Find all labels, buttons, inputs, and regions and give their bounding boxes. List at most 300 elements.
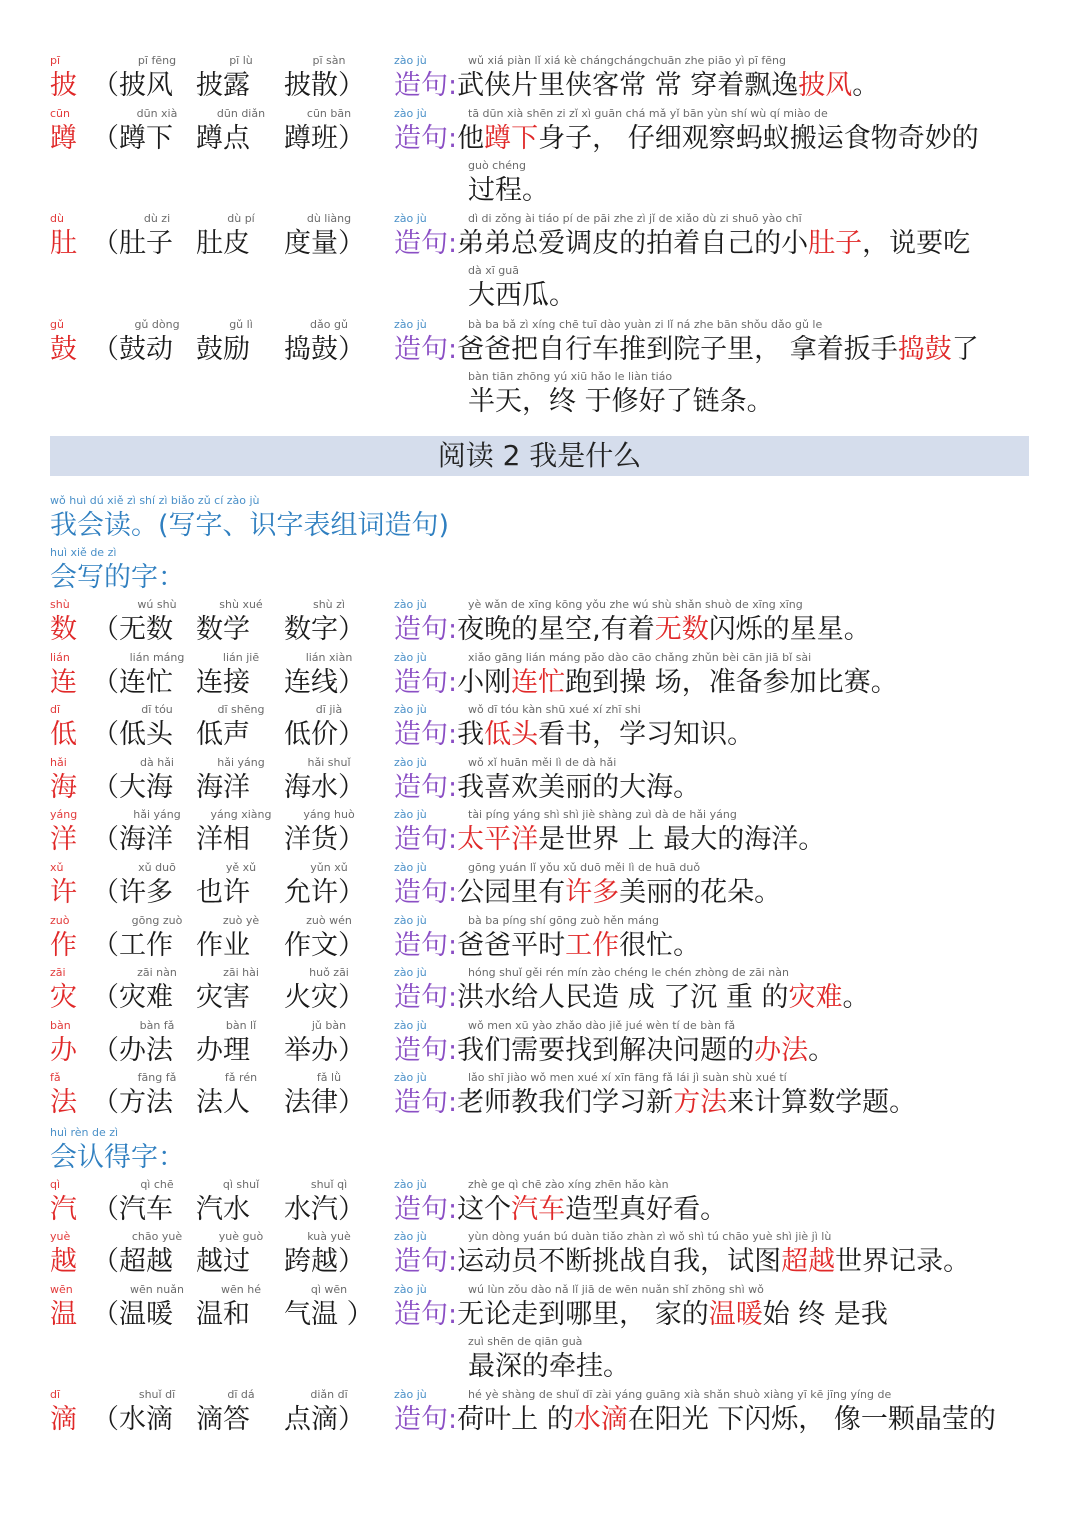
word-item: [196, 1388, 286, 1438]
char-pinyin: pī: [50, 54, 61, 67]
char-glyph: 披: [50, 70, 77, 101]
word-text: （水滴: [92, 1404, 173, 1435]
sentence-text: 这个: [457, 1194, 512, 1225]
word-pinyin: qì wēn: [310, 1283, 348, 1296]
word-item: [196, 914, 286, 964]
char-glyph: 法: [50, 1087, 77, 1119]
word-pinyin: dī jià: [315, 703, 343, 717]
sentence-text: 无论走到哪里， 家的: [457, 1299, 709, 1330]
word-text: 法律）: [284, 1087, 365, 1119]
word-item: [92, 808, 202, 858]
word-item: [284, 1283, 374, 1333]
word-text: 温和: [196, 1299, 250, 1330]
word-pinyin: wēn hé: [221, 1283, 261, 1296]
word-pinyin: yuè guò: [218, 1230, 264, 1243]
sentence-pinyin-text: tā dūn xià shēn zi zǐ xì guān chá mǎ yǐ bān yùn shí wù qí miào de: [468, 107, 828, 120]
word-item: [196, 1071, 286, 1121]
word-text: （蹲下: [92, 123, 173, 154]
sentence-pinyin: [394, 1230, 1034, 1244]
word-text: （肚子: [92, 228, 173, 259]
char-pinyin: yuè: [50, 1230, 71, 1243]
entry-char: [50, 914, 90, 964]
sentence-line: [394, 121, 1034, 157]
word-pinyin: dī dá: [227, 1388, 255, 1401]
word-item: [284, 212, 374, 262]
sentence-line: [394, 1297, 1034, 1333]
word-pinyin: zāi hài: [223, 966, 259, 980]
sentence-text: 看书，学习知识。: [538, 719, 755, 751]
word-text: 捣鼓）: [284, 334, 365, 365]
sentence-text: 运动员不断挑战自我，试图: [457, 1246, 782, 1277]
word-text: 连接: [196, 666, 250, 698]
word-pinyin: bàn fǎ: [139, 1018, 175, 1032]
word-item: [196, 1283, 286, 1333]
sentence-pinyin-text: bà ba bǎ zì xíng chē tuī dào yuàn zi lǐ ná zhe bān shǒu dǎo gǔ le: [468, 318, 823, 331]
word-item: [284, 1019, 374, 1069]
word-text: 举办）: [284, 1034, 365, 1066]
sentence-pinyin: [394, 651, 1034, 665]
word-pinyin: lián máng: [129, 650, 185, 664]
sentence-pinyin-text: wǒ xǐ huān měi lì de dà hǎi: [468, 755, 617, 769]
entry-char: [50, 1388, 90, 1438]
sentence-line: [394, 980, 1034, 1016]
sentence-text: 造型真好看。: [565, 1194, 728, 1225]
sentence-highlight: 超越: [781, 1246, 836, 1277]
word-item: [92, 598, 202, 648]
sentence-text: 我: [457, 719, 485, 751]
label-pinyin: zào jù: [394, 755, 427, 769]
char-pinyin: yáng: [50, 808, 78, 822]
sentence-pinyin-text: tài píng yáng shì shì jiè shàng zuì dà de hǎi yáng: [468, 808, 737, 822]
example-sentence: [394, 703, 1034, 753]
sentence-line: [394, 1402, 1034, 1438]
sentence-text: 闪烁的星星。: [708, 614, 871, 645]
word-pinyin: wú shù: [137, 598, 177, 611]
char-glyph: 作: [50, 929, 77, 961]
word-pinyin: dǎo gǔ: [310, 318, 348, 331]
label-pinyin: zào jù: [394, 1283, 427, 1296]
entry-char: [50, 756, 90, 806]
continuation-pinyin: zuì shēn de qiān guà: [468, 1335, 583, 1348]
word-pinyin: fǎ rén: [224, 1071, 258, 1085]
word-pinyin: pī lù: [229, 54, 253, 67]
sentence-highlight: 工作: [565, 929, 620, 961]
sentence-text: 在阳光 下闪烁， 像一颗晶莹的: [627, 1404, 996, 1435]
char-glyph: 连: [50, 666, 77, 698]
example-sentence: [394, 1283, 1034, 1333]
label-pinyin: zào jù: [394, 861, 427, 874]
sentence-highlight: 办法: [754, 1034, 809, 1066]
sentence-text: 洪水给人民造 成 了沉 重 的: [457, 982, 789, 1014]
word-item: [284, 598, 374, 648]
sentence-highlight: 连忙: [511, 666, 566, 698]
word-pinyin: gǔ lì: [229, 318, 253, 331]
sentence-pinyin-text: wǔ xiá piàn lǐ xiá kè chángchángchuān zhe piāo yì pī fēng: [468, 54, 787, 67]
example-sentence: [394, 651, 1034, 701]
label-pinyin: zào jù: [394, 212, 427, 225]
continuation-text: 半天，终 于修好了链条。: [468, 386, 774, 417]
sentence-text: 了: [951, 334, 979, 365]
char-glyph: 汽: [50, 1194, 77, 1225]
sentence-label: 造句:: [394, 123, 458, 154]
sentence-line: [394, 68, 1034, 104]
char-pinyin: dī: [50, 1388, 61, 1401]
example-sentence: [394, 54, 1034, 104]
sentence-label: 造句:: [394, 228, 458, 259]
label-pinyin: zào jù: [394, 1018, 427, 1032]
sentence-highlight: 低头: [484, 719, 539, 751]
sentence-pinyin: [394, 756, 1034, 770]
word-pinyin: yǔn xǔ: [310, 861, 348, 874]
word-text: （汽车: [92, 1194, 173, 1225]
sentence-text: 很忙。: [619, 929, 701, 961]
word-pinyin: shuǐ qì: [310, 1178, 348, 1191]
example-sentence: [394, 318, 1034, 368]
char-pinyin: dī: [50, 703, 61, 717]
sentence-label: 造句:: [394, 614, 458, 645]
sentence-continuation: [468, 159, 549, 209]
word-pinyin: shù xué: [219, 598, 263, 611]
sentence-label: 造句:: [394, 824, 458, 856]
word-text: （披风: [92, 70, 173, 101]
sentence-pinyin: [394, 212, 1034, 226]
word-text: （方法: [92, 1087, 173, 1119]
sentence-pinyin: [394, 318, 1034, 332]
word-text: （大海: [92, 771, 173, 803]
word-pinyin: huǒ zāi: [309, 966, 349, 980]
example-sentence: [394, 107, 1034, 157]
word-text: 允许）: [284, 877, 365, 908]
sentence-highlight: 水滴: [573, 1404, 628, 1435]
example-sentence: [394, 914, 1034, 964]
word-text: （办法: [92, 1034, 173, 1066]
entry-char: [50, 808, 90, 858]
entry-char: [50, 107, 90, 157]
continuation-pinyin: dà xī guā: [468, 264, 519, 277]
word-item: [196, 756, 286, 806]
section-write: [50, 546, 185, 596]
word-item: [196, 1178, 286, 1228]
word-text: （连忙: [92, 666, 173, 698]
sentence-highlight: 汽车: [511, 1194, 566, 1225]
sentence-text: 武侠片里侠客常 常 穿着飘逸: [457, 70, 799, 101]
example-sentence: [394, 756, 1034, 806]
label-pinyin: zào jù: [394, 650, 427, 664]
word-item: [284, 1388, 374, 1438]
word-text: 水汽）: [284, 1194, 365, 1225]
word-item: [92, 1388, 202, 1438]
sentence-label: 造句:: [394, 1034, 458, 1066]
word-text: （鼓动: [92, 334, 173, 365]
sentence-text: 。: [842, 982, 870, 1014]
example-sentence: [394, 861, 1034, 911]
word-pinyin: diǎn dī: [310, 1388, 348, 1401]
sentence-pinyin: [394, 861, 1034, 875]
word-text: 披露: [196, 70, 250, 101]
entry-char: [50, 703, 90, 753]
word-item: [196, 861, 286, 911]
sentence-line: [394, 1033, 1034, 1069]
section-pinyin: huì rèn de zì: [50, 1126, 119, 1139]
sentence-highlight: 蹲下: [484, 123, 539, 154]
word-item: [92, 1018, 202, 1069]
word-pinyin: zuò yè: [222, 913, 260, 927]
sentence-label: 造句:: [394, 771, 458, 803]
sentence-label: 造句:: [394, 666, 458, 698]
word-item: [196, 107, 286, 157]
char-pinyin: bàn: [50, 1018, 71, 1032]
word-pinyin: dù pí: [227, 212, 255, 225]
word-text: 也许: [196, 877, 250, 908]
word-item: [284, 318, 374, 368]
label-pinyin: zào jù: [394, 808, 427, 822]
section-read: [50, 494, 449, 544]
sentence-line: [394, 717, 1034, 753]
sentence-pinyin: [394, 1019, 1034, 1033]
char-pinyin: xǔ: [50, 861, 64, 874]
sentence-pinyin: [394, 1178, 1034, 1192]
char-glyph: 滴: [50, 1404, 77, 1435]
word-pinyin: zāi nàn: [137, 966, 177, 980]
char-glyph: 海: [50, 771, 77, 803]
word-item: [92, 703, 202, 753]
word-item: [284, 703, 374, 753]
sentence-pinyin-text: hé yè shàng de shuǐ dī zài yáng guāng xià shǎn shuò xiàng yī kē jīng yíng de: [468, 1388, 892, 1401]
entry-char: [50, 651, 90, 701]
sentence-label: 造句:: [394, 1087, 458, 1119]
char-glyph: 办: [50, 1034, 77, 1066]
entry-char: [50, 966, 90, 1016]
char-pinyin: wēn: [50, 1283, 73, 1296]
sentence-line: [394, 612, 1034, 648]
sentence-text: 跑到操 场，准备参加比赛。: [565, 666, 898, 698]
entry-char: [50, 54, 90, 104]
sentence-label: 造句:: [394, 1246, 458, 1277]
word-item: [196, 703, 286, 753]
word-pinyin: dūn diǎn: [216, 107, 266, 120]
sentence-text: ，说要吃: [862, 228, 971, 259]
word-item: [196, 651, 286, 701]
word-text: 蹲班）: [284, 123, 365, 154]
word-text: （超越: [92, 1246, 173, 1277]
label-pinyin: zào jù: [394, 598, 427, 611]
example-sentence: [394, 1178, 1034, 1228]
entry-char: [50, 1019, 90, 1069]
continuation-text: 过程。: [468, 175, 549, 206]
word-item: [284, 966, 374, 1016]
word-item: [92, 1178, 202, 1228]
label-pinyin: zào jù: [394, 966, 427, 980]
sentence-pinyin: [394, 598, 1034, 612]
char-pinyin: zuò: [50, 913, 70, 927]
word-item: [284, 861, 374, 911]
example-sentence: [394, 1019, 1034, 1069]
word-text: （许多: [92, 877, 173, 908]
sentence-pinyin: [394, 1388, 1034, 1402]
word-text: 滴答: [196, 1404, 250, 1435]
word-pinyin: yě xǔ: [225, 861, 257, 874]
sentence-pinyin: [394, 1283, 1034, 1297]
word-item: [92, 966, 202, 1016]
sentence-highlight: 无数: [654, 614, 709, 645]
entry-char: [50, 1283, 90, 1333]
section-title: 会写的字：: [50, 562, 185, 593]
sentence-highlight: 捣鼓: [897, 334, 952, 365]
sentence-line: [394, 1085, 1034, 1121]
word-item: [196, 966, 286, 1016]
sentence-text: 小刚: [457, 666, 512, 698]
sentence-highlight: 方法: [673, 1087, 728, 1119]
sentence-line: [394, 1244, 1034, 1280]
word-text: 连线）: [284, 666, 365, 698]
word-text: 灾害: [196, 982, 250, 1014]
word-item: [284, 1230, 374, 1280]
sentence-continuation: [468, 1335, 630, 1385]
sentence-pinyin-text: bà ba píng shí gōng zuò hěn máng: [468, 913, 659, 927]
sentence-pinyin-text: hóng shuǐ gěi rén mín zào chéng le chén zhòng de zāi nàn: [468, 966, 789, 980]
sentence-text: 他: [457, 123, 485, 154]
continuation-text: 大西瓜。: [468, 280, 576, 311]
char-glyph: 温: [50, 1299, 77, 1330]
entry-char: [50, 318, 90, 368]
char-pinyin: fǎ: [50, 1071, 61, 1085]
word-pinyin: bàn lǐ: [225, 1018, 257, 1032]
word-text: 度量）: [284, 228, 365, 259]
word-pinyin: zuò wén: [306, 913, 352, 927]
sentence-label: 造句:: [394, 1404, 458, 1435]
word-text: （无数: [92, 614, 173, 645]
sentence-pinyin-text: yùn dòng yuán bú duàn tiǎo zhàn zì wǒ shì tú chāo yuè shì jiè jì lù: [468, 1230, 832, 1243]
word-pinyin: chāo yuè: [131, 1230, 183, 1243]
example-sentence: [394, 808, 1034, 858]
word-item: [92, 861, 202, 911]
word-item: [284, 808, 374, 858]
sentence-pinyin-text: wú lùn zǒu dào nǎ lǐ jiā de wēn nuǎn shǐ zhōng shì wǒ: [468, 1283, 764, 1296]
sentence-pinyin-text: dì di zǒng ài tiáo pí de pāi zhe zì jǐ de xiǎo dù zi shuō yào chī: [468, 212, 802, 225]
sentence-highlight: 灾难: [788, 982, 843, 1014]
section-title: 会认得字：: [50, 1142, 185, 1173]
word-item: [196, 808, 286, 858]
word-text: 法人: [196, 1087, 250, 1119]
sentence-line: [394, 928, 1034, 964]
sentence-text: 。: [852, 70, 880, 101]
word-item: [92, 1071, 202, 1121]
word-text: 作文）: [284, 929, 365, 961]
word-pinyin: yáng xiàng: [210, 808, 272, 822]
example-sentence: [394, 1230, 1034, 1280]
word-pinyin: xǔ duō: [138, 861, 176, 874]
sentence-pinyin-text: zhè ge qì chē zào xíng zhēn hǎo kàn: [468, 1178, 669, 1191]
sentence-text: 始 终 是我: [762, 1299, 888, 1330]
sentence-pinyin-text: yè wǎn de xīng kōng yǒu zhe wú shù shǎn shuò de xīng xīng: [468, 598, 803, 611]
word-text: 数学: [196, 614, 250, 645]
word-item: [196, 212, 286, 262]
char-pinyin: hǎi: [50, 755, 67, 769]
sentence-text: 我喜欢美丽的大海。: [457, 771, 701, 803]
word-item: [284, 914, 374, 964]
word-item: [284, 756, 374, 806]
char-glyph: 洋: [50, 824, 77, 856]
word-item: [284, 1178, 374, 1228]
section-title: 我会读。(写字、识字表组词造句): [50, 510, 450, 541]
word-text: 办理: [196, 1034, 250, 1066]
sentence-continuation: [468, 370, 774, 420]
sentence-text: 爸爸把自行车推到院子里， 拿着扳手: [457, 334, 898, 365]
word-item: [284, 651, 374, 701]
label-pinyin: zào jù: [394, 913, 427, 927]
sentence-label: 造句:: [394, 1299, 458, 1330]
word-pinyin: qì shuǐ: [222, 1178, 260, 1191]
sentence-line: [394, 875, 1034, 911]
sentence-pinyin: [394, 54, 1034, 68]
word-pinyin: dī shēng: [217, 703, 265, 717]
label-pinyin: zào jù: [394, 1071, 427, 1085]
sentence-pinyin: [394, 1071, 1034, 1085]
char-pinyin: gǔ: [50, 318, 64, 331]
sentence-label: 造句:: [394, 877, 458, 908]
word-pinyin: shuǐ dī: [138, 1388, 176, 1401]
word-pinyin: pī fēng: [137, 54, 177, 67]
word-text: 肚皮: [196, 228, 250, 259]
char-glyph: 许: [50, 877, 77, 908]
sentence-highlight: 许多: [565, 877, 620, 908]
word-text: 数字）: [284, 614, 365, 645]
word-item: [196, 598, 286, 648]
word-pinyin: gǔ dòng: [134, 318, 180, 331]
entry-char: [50, 861, 90, 911]
sentence-text: 爸爸平时: [457, 929, 566, 961]
word-item: [92, 913, 202, 964]
word-item: [92, 107, 202, 157]
label-pinyin: zào jù: [394, 1230, 427, 1243]
word-pinyin: pī sàn: [312, 54, 346, 67]
sentence-pinyin-text: lǎo shī jiào wǒ men xué xí xīn fāng fǎ lái jì suàn shù xué tí: [468, 1071, 787, 1085]
word-text: 海水）: [284, 771, 365, 803]
word-item: [196, 318, 286, 368]
sentence-pinyin: [394, 107, 1034, 121]
word-pinyin: jǔ bàn: [311, 1018, 347, 1032]
entry-char: [50, 598, 90, 648]
word-pinyin: cūn bān: [306, 107, 352, 120]
word-pinyin: lián xiàn: [305, 650, 353, 664]
char-pinyin: dù: [50, 212, 64, 225]
word-text: 跨越）: [284, 1246, 365, 1277]
sentence-pinyin: [394, 914, 1034, 928]
word-text: 气温 ）: [284, 1299, 374, 1330]
char-glyph: 鼓: [50, 334, 77, 365]
char-glyph: 数: [50, 614, 77, 645]
word-item: [92, 212, 202, 262]
word-pinyin: qì chē: [140, 1178, 174, 1191]
word-text: 披散）: [284, 70, 365, 101]
label-pinyin: zào jù: [394, 107, 427, 120]
sentence-text: 来计算数学题。: [727, 1087, 917, 1119]
word-text: （低头: [92, 719, 173, 751]
continuation-pinyin: bàn tiān zhōng yú xiū hǎo le liàn tiáo: [468, 370, 673, 383]
word-pinyin: fǎ lǜ: [316, 1071, 342, 1085]
label-pinyin: zào jù: [394, 1388, 427, 1401]
sentence-line: [394, 226, 1034, 262]
sentence-line: [394, 665, 1034, 701]
sentence-text: 身子， 仔细观察蚂蚁搬运食物奇妙的: [538, 123, 979, 154]
word-text: （工作: [92, 929, 173, 961]
sentence-pinyin-text: wǒ men xū yào zhǎo dào jiě jué wèn tí de bàn fǎ: [468, 1018, 736, 1032]
word-item: [92, 650, 202, 701]
sentence-label: 造句:: [394, 70, 458, 101]
section-pinyin: huì xiě de zì: [50, 546, 117, 559]
word-item: [284, 1071, 374, 1121]
word-pinyin: hǎi shuǐ: [307, 755, 351, 769]
